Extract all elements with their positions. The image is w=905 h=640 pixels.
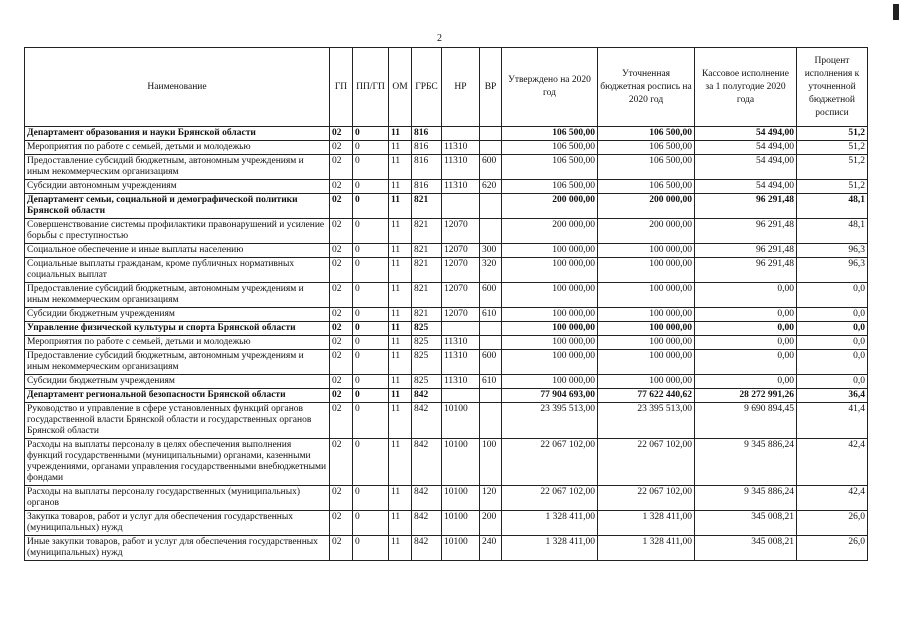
cell-refined: 106 500,00: [598, 155, 695, 180]
cell-om: 11: [389, 336, 412, 350]
cell-ppgp: 0: [353, 322, 389, 336]
cell-ppgp: 0: [353, 258, 389, 283]
cell-om: 11: [389, 375, 412, 389]
cell-cash: 54 494,00: [695, 155, 797, 180]
cell-ppgp: 0: [353, 336, 389, 350]
cell-np: [442, 322, 480, 336]
cell-percent: 0,0: [797, 283, 868, 308]
cell-grbs: 825: [412, 375, 442, 389]
cell-grbs: 821: [412, 308, 442, 322]
cell-gp: 02: [330, 389, 353, 403]
table-row: [25, 258, 868, 283]
header-cash: Кассовое исполнение за 1 полугодие 2020 года: [695, 48, 797, 127]
cell-name: Иные закупки товаров, работ и услуг для обеспечения государственных (муниципальных) нужд: [25, 536, 330, 561]
cell-vr: 240: [480, 536, 502, 561]
cell-percent: 51,2: [797, 180, 868, 194]
cell-np: 10100: [442, 486, 480, 511]
cell-refined: 100 000,00: [598, 308, 695, 322]
header-gp: ГП: [330, 48, 353, 127]
cell-name: Руководство и управление в сфере установленных функций органов государственной власти Брянской области и государственных органов Брянской области: [25, 403, 330, 439]
cell-ppgp: 0: [353, 375, 389, 389]
cell-refined: 77 622 440,62: [598, 389, 695, 403]
cell-vr: [480, 219, 502, 244]
cell-refined: 100 000,00: [598, 336, 695, 350]
cell-om: 11: [389, 283, 412, 308]
cell-vr: 200: [480, 511, 502, 536]
cell-cash: 9 690 894,45: [695, 403, 797, 439]
cell-percent: 0,0: [797, 336, 868, 350]
cell-cash: 345 008,21: [695, 511, 797, 536]
table-row: [25, 180, 868, 194]
cell-gp: 02: [330, 375, 353, 389]
table-row: [25, 283, 868, 308]
cell-approved: 100 000,00: [502, 322, 598, 336]
cell-percent: 48,1: [797, 194, 868, 219]
cell-om: 11: [389, 180, 412, 194]
cell-gp: 02: [330, 350, 353, 375]
cell-ppgp: 0: [353, 219, 389, 244]
cell-grbs: 825: [412, 350, 442, 375]
cell-grbs: 821: [412, 258, 442, 283]
cell-name: Департамент семьи, социальной и демографической политики Брянской области: [25, 194, 330, 219]
cell-cash: 0,00: [695, 336, 797, 350]
cell-gp: 02: [330, 322, 353, 336]
cell-np: 10100: [442, 439, 480, 486]
cell-vr: 610: [480, 308, 502, 322]
cell-ppgp: 0: [353, 194, 389, 219]
cell-gp: 02: [330, 336, 353, 350]
cell-name: Закупка товаров, работ и услуг для обеспечения государственных (муниципальных) нужд: [25, 511, 330, 536]
cell-np: [442, 194, 480, 219]
table-body: [25, 127, 868, 561]
cell-refined: 1 328 411,00: [598, 536, 695, 561]
cell-vr: 600: [480, 350, 502, 375]
cell-gp: 02: [330, 219, 353, 244]
cell-vr: [480, 141, 502, 155]
cell-gp: 02: [330, 439, 353, 486]
cell-approved: 22 067 102,00: [502, 486, 598, 511]
header-name: Наименование: [25, 48, 330, 127]
cell-name: Управление физической культуры и спорта Брянской области: [25, 322, 330, 336]
cell-approved: 1 328 411,00: [502, 536, 598, 561]
cell-vr: 600: [480, 155, 502, 180]
cell-refined: 100 000,00: [598, 322, 695, 336]
cell-vr: [480, 322, 502, 336]
cell-om: 11: [389, 322, 412, 336]
cell-ppgp: 0: [353, 127, 389, 141]
cell-np: 12070: [442, 244, 480, 258]
cell-cash: 0,00: [695, 375, 797, 389]
cell-gp: 02: [330, 180, 353, 194]
cell-name: Социальное обеспечение и иные выплаты населению: [25, 244, 330, 258]
cell-vr: 610: [480, 375, 502, 389]
cell-ppgp: 0: [353, 389, 389, 403]
cell-grbs: 825: [412, 336, 442, 350]
header-percent: Процент исполнения к уточненной бюджетной росписи: [797, 48, 868, 127]
table-row: [25, 536, 868, 561]
cell-percent: 42,4: [797, 486, 868, 511]
table-row: [25, 403, 868, 439]
cell-percent: 0,0: [797, 308, 868, 322]
cell-grbs: 821: [412, 194, 442, 219]
cell-approved: 1 328 411,00: [502, 511, 598, 536]
cell-ppgp: 0: [353, 403, 389, 439]
cell-cash: 54 494,00: [695, 127, 797, 141]
cell-percent: 96,3: [797, 244, 868, 258]
cell-np: 11310: [442, 155, 480, 180]
cell-np: 12070: [442, 219, 480, 244]
cell-approved: 100 000,00: [502, 283, 598, 308]
cell-gp: 02: [330, 511, 353, 536]
cell-cash: 9 345 886,24: [695, 486, 797, 511]
table-row: [25, 308, 868, 322]
table-row: [25, 439, 868, 486]
cell-percent: 0,0: [797, 375, 868, 389]
cell-vr: 300: [480, 244, 502, 258]
cell-refined: 100 000,00: [598, 375, 695, 389]
cell-refined: 106 500,00: [598, 180, 695, 194]
cell-approved: 106 500,00: [502, 127, 598, 141]
cell-name: Субсидии бюджетным учреждениям: [25, 308, 330, 322]
budget-table: [24, 47, 868, 561]
cell-cash: 28 272 991,26: [695, 389, 797, 403]
cell-vr: 120: [480, 486, 502, 511]
page-edge-mark: [893, 4, 899, 20]
cell-grbs: 842: [412, 439, 442, 486]
cell-ppgp: 0: [353, 439, 389, 486]
cell-np: 12070: [442, 258, 480, 283]
cell-gp: 02: [330, 403, 353, 439]
cell-approved: 100 000,00: [502, 336, 598, 350]
cell-cash: 96 291,48: [695, 194, 797, 219]
cell-gp: 02: [330, 283, 353, 308]
cell-grbs: 816: [412, 127, 442, 141]
cell-approved: 77 904 693,00: [502, 389, 598, 403]
cell-ppgp: 0: [353, 536, 389, 561]
cell-name: Предоставление субсидий бюджетным, автономным учреждениям и иным некоммерческим организациям: [25, 155, 330, 180]
cell-np: 11310: [442, 336, 480, 350]
table-row: [25, 511, 868, 536]
cell-ppgp: 0: [353, 486, 389, 511]
table-header-row: [25, 48, 868, 127]
cell-refined: 200 000,00: [598, 194, 695, 219]
cell-gp: 02: [330, 155, 353, 180]
cell-cash: 345 008,21: [695, 536, 797, 561]
cell-grbs: 842: [412, 486, 442, 511]
cell-name: Расходы на выплаты персоналу государственных (муниципальных) органов: [25, 486, 330, 511]
page-number: 2: [437, 33, 442, 44]
header-np: НР: [442, 48, 480, 127]
cell-vr: [480, 127, 502, 141]
cell-om: 11: [389, 244, 412, 258]
cell-ppgp: 0: [353, 511, 389, 536]
cell-refined: 22 067 102,00: [598, 439, 695, 486]
cell-vr: 620: [480, 180, 502, 194]
cell-grbs: 821: [412, 244, 442, 258]
cell-cash: 0,00: [695, 322, 797, 336]
table-row: [25, 375, 868, 389]
header-grbs: ГРБС: [412, 48, 442, 127]
cell-name: Субсидии автономным учреждениям: [25, 180, 330, 194]
cell-ppgp: 0: [353, 180, 389, 194]
cell-np: [442, 127, 480, 141]
cell-om: 11: [389, 219, 412, 244]
cell-np: 10100: [442, 536, 480, 561]
cell-approved: 100 000,00: [502, 350, 598, 375]
header-vr: ВР: [480, 48, 502, 127]
cell-om: 11: [389, 403, 412, 439]
cell-percent: 36,4: [797, 389, 868, 403]
cell-cash: 0,00: [695, 308, 797, 322]
table-row: [25, 350, 868, 375]
cell-om: 11: [389, 258, 412, 283]
cell-name: Совершенствование системы профилактики правонарушений и усиление борьбы с преступностью: [25, 219, 330, 244]
cell-np: 11310: [442, 350, 480, 375]
cell-percent: 48,1: [797, 219, 868, 244]
cell-percent: 96,3: [797, 258, 868, 283]
table-row: [25, 194, 868, 219]
cell-approved: 100 000,00: [502, 244, 598, 258]
cell-vr: [480, 194, 502, 219]
cell-approved: 106 500,00: [502, 155, 598, 180]
cell-vr: [480, 389, 502, 403]
cell-np: 11310: [442, 375, 480, 389]
cell-percent: 41,4: [797, 403, 868, 439]
cell-percent: 26,0: [797, 536, 868, 561]
cell-gp: 02: [330, 194, 353, 219]
table-row: [25, 336, 868, 350]
cell-gp: 02: [330, 244, 353, 258]
cell-vr: 320: [480, 258, 502, 283]
cell-cash: 9 345 886,24: [695, 439, 797, 486]
cell-name: Мероприятия по работе с семьей, детьми и молодежью: [25, 336, 330, 350]
cell-grbs: 816: [412, 141, 442, 155]
cell-approved: 200 000,00: [502, 194, 598, 219]
cell-om: 11: [389, 439, 412, 486]
cell-percent: 0,0: [797, 322, 868, 336]
cell-vr: 100: [480, 439, 502, 486]
cell-om: 11: [389, 155, 412, 180]
cell-refined: 100 000,00: [598, 244, 695, 258]
cell-percent: 0,0: [797, 350, 868, 375]
cell-np: 12070: [442, 283, 480, 308]
cell-vr: [480, 403, 502, 439]
table-row: [25, 486, 868, 511]
cell-gp: 02: [330, 536, 353, 561]
table-row: [25, 127, 868, 141]
cell-refined: 100 000,00: [598, 350, 695, 375]
cell-gp: 02: [330, 486, 353, 511]
cell-om: 11: [389, 536, 412, 561]
cell-approved: 100 000,00: [502, 308, 598, 322]
cell-ppgp: 0: [353, 308, 389, 322]
cell-name: Мероприятия по работе с семьей, детьми и молодежью: [25, 141, 330, 155]
header-om: ОМ: [389, 48, 412, 127]
cell-np: 11310: [442, 141, 480, 155]
cell-cash: 96 291,48: [695, 244, 797, 258]
cell-approved: 22 067 102,00: [502, 439, 598, 486]
cell-om: 11: [389, 127, 412, 141]
cell-refined: 100 000,00: [598, 283, 695, 308]
cell-grbs: 816: [412, 155, 442, 180]
cell-grbs: 821: [412, 219, 442, 244]
cell-np: 10100: [442, 511, 480, 536]
cell-np: [442, 389, 480, 403]
cell-refined: 100 000,00: [598, 258, 695, 283]
cell-gp: 02: [330, 127, 353, 141]
cell-approved: 200 000,00: [502, 219, 598, 244]
cell-name: Департамент образования и науки Брянской области: [25, 127, 330, 141]
cell-ppgp: 0: [353, 283, 389, 308]
cell-gp: 02: [330, 141, 353, 155]
cell-name: Субсидии бюджетным учреждениям: [25, 375, 330, 389]
cell-cash: 96 291,48: [695, 219, 797, 244]
cell-ppgp: 0: [353, 155, 389, 180]
cell-approved: 106 500,00: [502, 141, 598, 155]
cell-om: 11: [389, 308, 412, 322]
cell-grbs: 842: [412, 389, 442, 403]
cell-gp: 02: [330, 308, 353, 322]
table-row: [25, 155, 868, 180]
cell-refined: 23 395 513,00: [598, 403, 695, 439]
cell-grbs: 816: [412, 180, 442, 194]
cell-cash: 54 494,00: [695, 141, 797, 155]
cell-ppgp: 0: [353, 350, 389, 375]
cell-refined: 106 500,00: [598, 141, 695, 155]
table-row: [25, 219, 868, 244]
cell-vr: [480, 336, 502, 350]
cell-name: Предоставление субсидий бюджетным, автономным учреждениям и иным некоммерческим организациям: [25, 350, 330, 375]
cell-approved: 100 000,00: [502, 258, 598, 283]
cell-gp: 02: [330, 258, 353, 283]
cell-om: 11: [389, 486, 412, 511]
cell-om: 11: [389, 389, 412, 403]
cell-grbs: 842: [412, 511, 442, 536]
cell-name: Социальные выплаты гражданам, кроме публичных нормативных социальных выплат: [25, 258, 330, 283]
cell-percent: 51,2: [797, 127, 868, 141]
cell-approved: 106 500,00: [502, 180, 598, 194]
cell-refined: 106 500,00: [598, 127, 695, 141]
cell-ppgp: 0: [353, 141, 389, 155]
table-row: [25, 389, 868, 403]
cell-approved: 23 395 513,00: [502, 403, 598, 439]
cell-cash: 54 494,00: [695, 180, 797, 194]
cell-percent: 51,2: [797, 155, 868, 180]
cell-om: 11: [389, 194, 412, 219]
cell-np: 10100: [442, 403, 480, 439]
cell-refined: 200 000,00: [598, 219, 695, 244]
cell-refined: 1 328 411,00: [598, 511, 695, 536]
cell-cash: 96 291,48: [695, 258, 797, 283]
cell-name: Департамент региональной безопасности Брянской области: [25, 389, 330, 403]
cell-om: 11: [389, 350, 412, 375]
cell-np: 11310: [442, 180, 480, 194]
cell-approved: 100 000,00: [502, 375, 598, 389]
cell-percent: 26,0: [797, 511, 868, 536]
cell-ppgp: 0: [353, 244, 389, 258]
cell-grbs: 842: [412, 536, 442, 561]
cell-om: 11: [389, 141, 412, 155]
cell-name: Расходы на выплаты персоналу в целях обеспечения выполнения функций государственными (муниципальными) органами, казенными учреждениями, органами управления государственными внебюджетными фондами: [25, 439, 330, 486]
cell-percent: 51,2: [797, 141, 868, 155]
cell-grbs: 821: [412, 283, 442, 308]
header-approved: Утверждено на 2020 год: [502, 48, 598, 127]
cell-refined: 22 067 102,00: [598, 486, 695, 511]
table-row: [25, 244, 868, 258]
header-refined: Уточненная бюджетная роспись на 2020 год: [598, 48, 695, 127]
cell-vr: 600: [480, 283, 502, 308]
cell-grbs: 842: [412, 403, 442, 439]
header-ppgp: ПП/ГП: [353, 48, 389, 127]
cell-cash: 0,00: [695, 350, 797, 375]
table-row: [25, 322, 868, 336]
cell-name: Предоставление субсидий бюджетным, автономным учреждениям и иным некоммерческим организациям: [25, 283, 330, 308]
cell-om: 11: [389, 511, 412, 536]
cell-grbs: 825: [412, 322, 442, 336]
cell-np: 12070: [442, 308, 480, 322]
cell-percent: 42,4: [797, 439, 868, 486]
cell-cash: 0,00: [695, 283, 797, 308]
table-row: [25, 141, 868, 155]
